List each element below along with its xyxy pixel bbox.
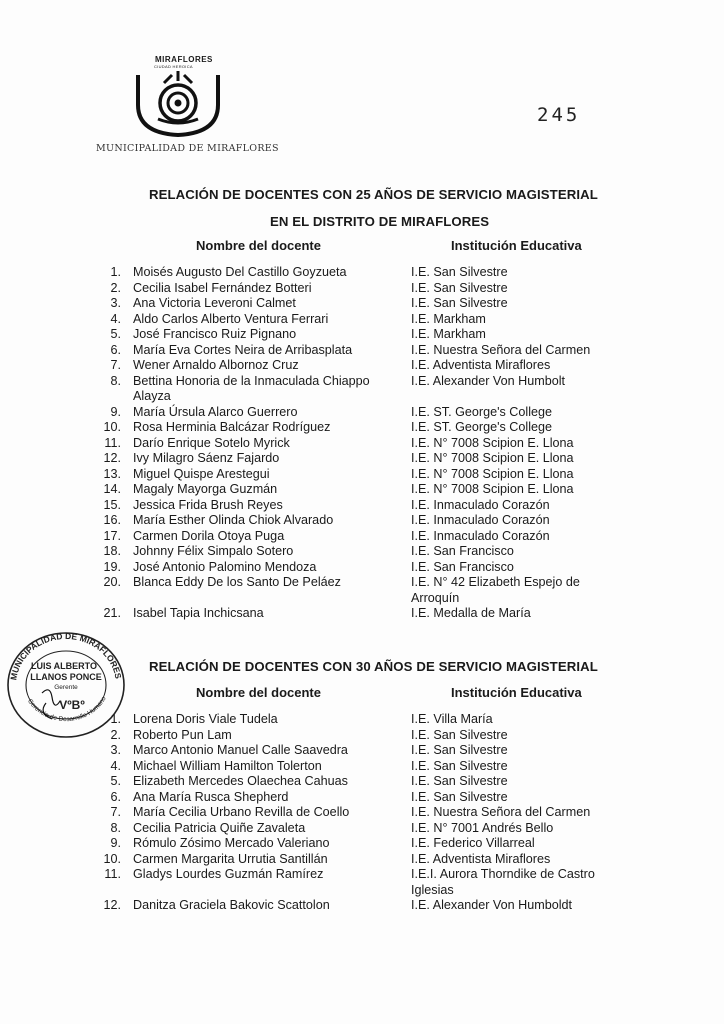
section1-title-line1: RELACIÓN DE DOCENTES CON 25 AÑOS DE SERVICIO MAGISTERIAL: [149, 187, 598, 202]
list-item-number: 7.: [110, 358, 121, 372]
section1-col-inst: Institución Educativa: [451, 238, 582, 253]
list-item-institution: I.E. Markham: [411, 311, 486, 326]
list-item-institution: I.E. Nuestra Señora del Carmen: [411, 342, 591, 357]
list-item-number: 13.: [103, 466, 121, 481]
municipality-name: MUNICIPALIDAD DE MIRAFLORES: [96, 143, 279, 154]
list-item-number: 1.: [110, 265, 121, 279]
list-item-institution: I.E. Adventista Miraflores: [411, 358, 551, 372]
section2-title: RELACIÓN DE DOCENTES CON 30 AÑOS DE SERVICIO MAGISTERIAL: [149, 659, 598, 674]
list-item-name: Lorena Doris Viale Tudela: [133, 712, 278, 726]
list-item-name: Rosa Herminia Balcázar Rodríguez: [133, 420, 331, 434]
section1-col-name: Nombre del docente: [196, 238, 321, 253]
seal-bottom-text: Gerencia de Desarrollo Humano: [25, 695, 108, 724]
list-item-number: 1.: [110, 712, 121, 726]
list-item-number: 2.: [110, 280, 121, 295]
list-item-institution: I.E. San Silvestre: [411, 758, 508, 773]
list-item-number: 14.: [103, 482, 121, 496]
list-item-name: Carmen Margarita Urrutia Santillán: [133, 851, 328, 866]
list-item-name: José Antonio Palomino Mendoza: [133, 559, 317, 574]
list-item-number: 15.: [103, 497, 121, 512]
section1-title-line2: EN EL DISTRITO DE MIRAFLORES: [270, 214, 490, 229]
list-item-number: 11.: [104, 435, 121, 450]
list-item-name: Johnny Félix Simpalo Sotero: [133, 544, 294, 558]
list-item-institution: I.E. San Silvestre: [411, 774, 508, 788]
list-item-name: Ana Victoria Leveroni Calmet: [133, 296, 296, 310]
logo-wordmark: MIRAFLORES: [155, 55, 213, 64]
list-item-name: Bettina Honoria de la Inmaculada Chiappo Alayza: [133, 373, 370, 403]
list-item-institution: I.E. San Silvestre: [411, 789, 508, 804]
list-item-number: 10.: [103, 851, 121, 866]
page-number: 245: [537, 104, 581, 126]
list-item-name: Roberto Pun Lam: [133, 727, 232, 742]
list-item-name: María Cecilia Urbano Revilla de Coello: [133, 805, 350, 819]
list-item-institution: I.E. San Silvestre: [411, 727, 508, 742]
list-item-name: Miguel Quispe Arestegui: [133, 466, 270, 481]
list-item-institution: I.E.I. Aurora Thorndike de Castro Iglesias: [411, 867, 595, 897]
list-item-name: Rómulo Zósimo Mercado Valeriano: [133, 836, 330, 850]
list-item-number: 18.: [103, 544, 121, 558]
list-item-number: 7.: [110, 805, 121, 819]
logo-subtext: CIUDAD HEROICA: [154, 64, 193, 69]
list-item-institution: I.E. Alexander Von Humboldt: [411, 898, 573, 912]
list-item-number: 2.: [110, 727, 121, 742]
section2-col-inst: Institución Educativa: [451, 685, 582, 700]
list-item-institution: I.E. San Silvestre: [411, 280, 508, 295]
official-seal-stamp: [2, 627, 130, 744]
seal-role: Gerente: [54, 684, 78, 691]
seal-name-line2: LLANOS PONCE: [30, 672, 102, 682]
list-item-number: 10.: [103, 420, 121, 434]
list-item-institution: I.E. San Francisco: [411, 544, 514, 558]
list-item-name: Moisés Augusto Del Castillo Goyzueta: [133, 265, 347, 279]
list-item-number: 8.: [110, 820, 121, 835]
list-item-name: Isabel Tapia Inchicsana: [133, 606, 264, 620]
seal-vobo: VºBº: [59, 698, 85, 712]
list-item-institution: I.E. ST. George's College: [411, 404, 553, 419]
list-item-institution: I.E. ST. George's College: [411, 420, 553, 434]
list-item-number: 21.: [103, 606, 121, 620]
list-item-institution: I.E. Adventista Miraflores: [411, 851, 551, 866]
list-item-institution: I.E. Nuestra Señora del Carmen: [411, 805, 591, 819]
list-item-name: Aldo Carlos Alberto Ventura Ferrari: [133, 311, 329, 326]
list-item-name: Cecilia Patricia Quiñe Zavaleta: [133, 820, 306, 835]
list-item-institution: I.E. San Francisco: [411, 559, 514, 574]
list-item-number: 6.: [110, 342, 121, 357]
list-item-institution: I.E. Inmaculado Corazón: [411, 497, 550, 512]
list-item-name: Ana María Rusca Shepherd: [133, 789, 289, 804]
list-item-name: Blanca Eddy De los Santo De Peláez: [133, 575, 341, 589]
list-item-institution: I.E. San Silvestre: [411, 743, 508, 757]
list-item-institution: I.E. San Silvestre: [411, 296, 508, 310]
section2-col-name: Nombre del docente: [196, 685, 321, 700]
list-item-number: 20.: [103, 575, 121, 589]
list-item-institution: I.E. San Silvestre: [411, 265, 508, 279]
list-item-number: 12.: [103, 898, 121, 912]
list-item-institution: I.E. N° 7008 Scipion E. Llona: [411, 466, 574, 481]
list-item-name: María Esther Olinda Chiok Alvarado: [133, 513, 334, 527]
list-item-number: 6.: [110, 789, 121, 804]
miraflores-emblem-icon: [134, 69, 222, 139]
list-item-number: 4.: [110, 311, 121, 326]
list-item-institution: I.E. N° 7008 Scipion E. Llona: [411, 482, 574, 496]
list-item-name: José Francisco Ruiz Pignano: [133, 327, 297, 341]
list-item-number: 5.: [110, 327, 121, 341]
list-item-institution: I.E. N° 42 Elizabeth Espejo de Arroquín: [411, 575, 580, 605]
list-item-number: 19.: [103, 559, 121, 574]
list-item-institution: I.E. Alexander Von Humbolt: [411, 373, 566, 388]
seal-graphic: [2, 627, 130, 739]
list-item-number: 5.: [110, 774, 121, 788]
list-item-institution: I.E. Markham: [411, 327, 486, 341]
list-item-institution: I.E. Villa María: [411, 712, 493, 726]
list-item-number: 9.: [110, 836, 121, 850]
list-item-number: 8.: [110, 373, 121, 388]
list-item-number: 9.: [110, 404, 121, 419]
list-item-name: María Úrsula Alarco Guerrero: [133, 404, 298, 419]
list-item-number: 3.: [110, 743, 121, 757]
list-item-number: 17.: [103, 528, 121, 543]
list-item-number: 12.: [103, 451, 121, 465]
seal-name-line1: LUIS ALBERTO: [30, 661, 98, 671]
seal-ring-text: MUNICIPALIDAD DE MIRAFLORES: [8, 630, 124, 681]
list-item-institution: I.E. Medalla de María: [411, 606, 531, 620]
list-item-name: Elizabeth Mercedes Olaechea Cahuas: [133, 774, 348, 788]
list-item-name: Wener Arnaldo Albornoz Cruz: [133, 358, 299, 372]
list-item-name: Magaly Mayorga Guzmán: [133, 482, 278, 496]
list-item-name: Gladys Lourdes Guzmán Ramírez: [133, 867, 324, 881]
list-item-name: Marco Antonio Manuel Calle Saavedra: [133, 743, 348, 757]
list-item-institution: I.E. N° 7001 Andrés Bello: [411, 820, 554, 835]
list-item-name: Carmen Dorila Otoya Puga: [133, 528, 285, 543]
list-item-name: Jessica Frida Brush Reyes: [133, 497, 283, 512]
list-item-institution: I.E. Federico Villarreal: [411, 836, 535, 850]
list-item-number: 16.: [103, 513, 121, 527]
list-item-name: Danitza Graciela Bakovic Scattolon: [133, 898, 330, 912]
list-item-number: 11.: [104, 867, 121, 881]
list-item-name: Ivy Milagro Sáenz Fajardo: [133, 451, 280, 465]
list-item-institution: I.E. N° 7008 Scipion E. Llona: [411, 435, 574, 450]
list-item-name: María Eva Cortes Neira de Arribasplata: [133, 342, 353, 357]
list-item-name: Michael William Hamilton Tolerton: [133, 758, 322, 773]
list-item-institution: I.E. Inmaculado Corazón: [411, 513, 550, 527]
list-item-number: 4.: [110, 758, 121, 773]
list-item-institution: I.E. N° 7008 Scipion E. Llona: [411, 451, 574, 465]
list-item-institution: I.E. Inmaculado Corazón: [411, 528, 550, 543]
list-item-number: 3.: [110, 296, 121, 310]
list-item-name: Cecilia Isabel Fernández Botteri: [133, 280, 312, 295]
list-item-name: Darío Enrique Sotelo Myrick: [133, 435, 290, 450]
